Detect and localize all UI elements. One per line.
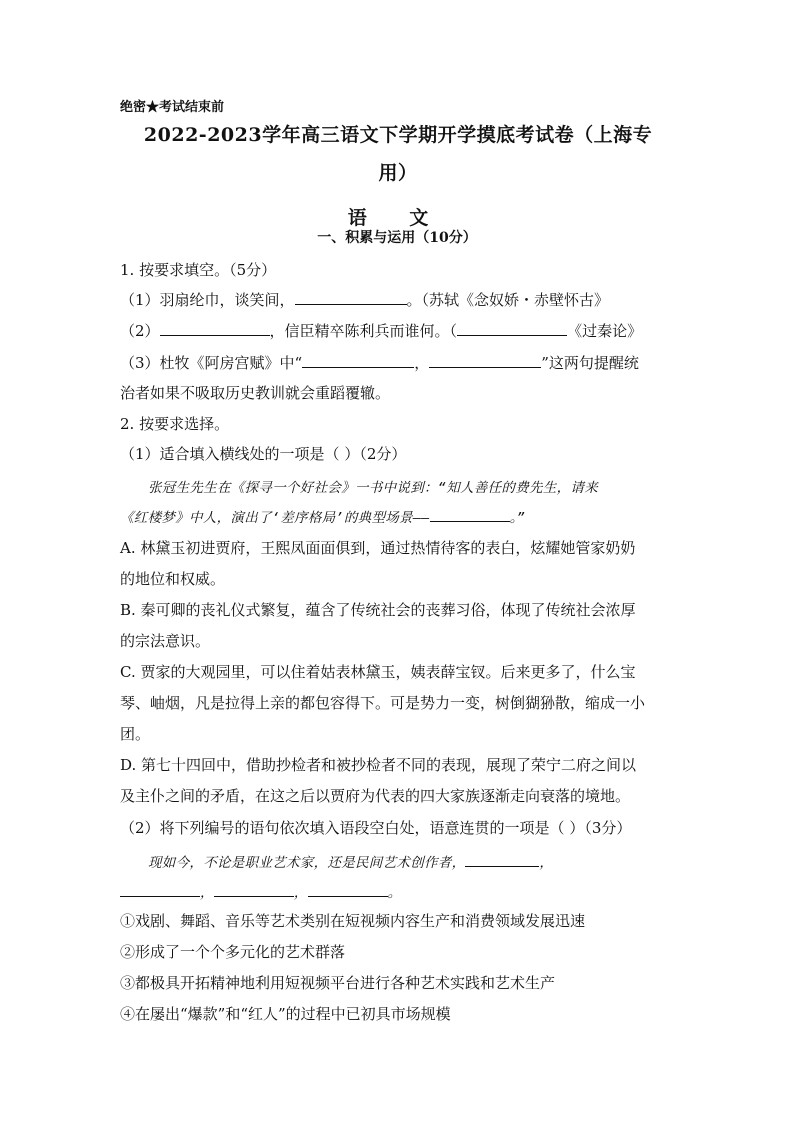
quote-sep: ， [293,885,308,901]
q1-part2-text-c: 《过秦论》 [567,322,643,340]
option-b-line1: B. 秦可卿的丧礼仪式繁复，蕴含了传统社会的丧葬习俗，体现了传统社会浓厚 [120,601,636,619]
section-heading: 一、积累与运用（10分） [317,230,477,246]
fill-blank[interactable] [302,353,414,368]
confidential-label: 绝密★考试结束前 [120,100,225,115]
quote-end: 。” [509,510,526,526]
q1-part3-text-a: （3）杜牧《阿房宫赋》中“ [120,354,303,372]
option-c-line2: 琴、岫烟，凡是拉得上亲的都包容得下。可是势力一变，树倒猢狲散，缩成一小 [120,694,646,712]
q1-part3-text-b: ， [414,354,430,372]
q1-part2-text-a: （2） [120,322,160,340]
fill-blank[interactable] [430,507,510,522]
quote-sep: ， [200,885,214,901]
option-c-line1: C. 贾家的大观园里，可以住着姑表林黛玉，姨表薛宝钗。后来更多了，什么宝 [120,663,636,681]
q1-part1-text-b: 。（苏轼《念奴娇・赤壁怀古》 [406,291,610,309]
fill-blank[interactable] [429,353,541,368]
exam-title-line1: 2022-2023学年高三语文下学期开学摸底考试卷（上海专 [143,124,653,146]
fill-blank[interactable] [465,852,539,867]
q2-sub2-quote-line2 [120,881,401,901]
list-item: ①戏剧、舞蹈、音乐等艺术类别在短视频内容生产和消费领域发展迅速 [120,912,586,930]
fill-blank[interactable] [308,882,388,897]
q2-sub1-stem: （1）适合填入横线处的一项是（ ）（2分） [120,445,407,463]
list-item: ④在屡出“爆款”和“红人”的过程中已初具市场规模 [120,1005,451,1023]
q1-part2-text-b: ，信臣精卒陈利兵而谁何。（ [269,322,458,340]
q1-stem: 1. 按要求填空。（5分） [120,261,277,279]
list-item: ②形成了一个个多元化的艺术群落 [120,943,346,961]
fill-blank[interactable] [120,882,200,897]
q1-part2 [120,320,642,341]
q1-part3-cont: 治者如果不吸取历史教训就会重蹈覆辙。 [120,384,391,402]
q1-part1 [120,289,609,310]
q1-part3-text-c: ”这两句提醒统 [541,354,639,372]
option-d-line2: 及主仆之间的矛盾，在这之后以贾府为代表的四大家族逐渐走向衰落的境地。 [120,787,631,805]
q2-sub2-quote-line1 [148,851,553,871]
quote-sep: ， [539,855,554,871]
quote-text: 现如今，不论是职业艺术家，还是民间艺术创作者， [148,855,466,871]
option-a-line1: A. 林黛玉初进贾府，王熙凤面面俱到，通过热情待客的表白，炫耀她管家奶奶 [120,539,636,557]
q1-part3 [120,352,639,373]
list-item: ③都极具开拓精神地利用短视频平台进行各种艺术实践和艺术生产 [120,974,556,992]
quote-end: 。 [387,885,402,901]
fill-blank[interactable] [214,882,294,897]
fill-blank[interactable] [295,290,407,305]
option-d-line1: D. 第七十四回中，借助抄检者和被抄检者不同的表现，展现了荣宁二府之间以 [120,756,637,774]
option-b-line2: 的宗法意识。 [120,632,211,650]
q2-sub1-quote-line2 [120,506,525,526]
fill-blank[interactable] [160,321,270,336]
q1-part1-text-a: （1）羽扇纶巾，谈笑间， [120,291,295,309]
option-a-line2: 的地位和权威。 [120,570,226,588]
quote-text: 《红楼梦》中人，演出了‘差序格局’的典型场景—— [120,510,430,526]
q2-sub2-stem: （2）将下列编号的语句依次填入语段空白处，语意连贯的一项是（ ）（3分） [120,819,632,837]
option-c-line3: 团。 [120,725,151,743]
q2-stem: 2. 按要求选择。 [120,415,230,433]
exam-title-line2: 用） [378,162,418,184]
fill-blank[interactable] [457,321,567,336]
subject-heading: 语 文 [347,207,447,229]
q2-sub1-quote-line1: 张冠生先生在《探寻一个好社会》一书中说到：“知人善任的费先生，请来 [148,480,599,496]
